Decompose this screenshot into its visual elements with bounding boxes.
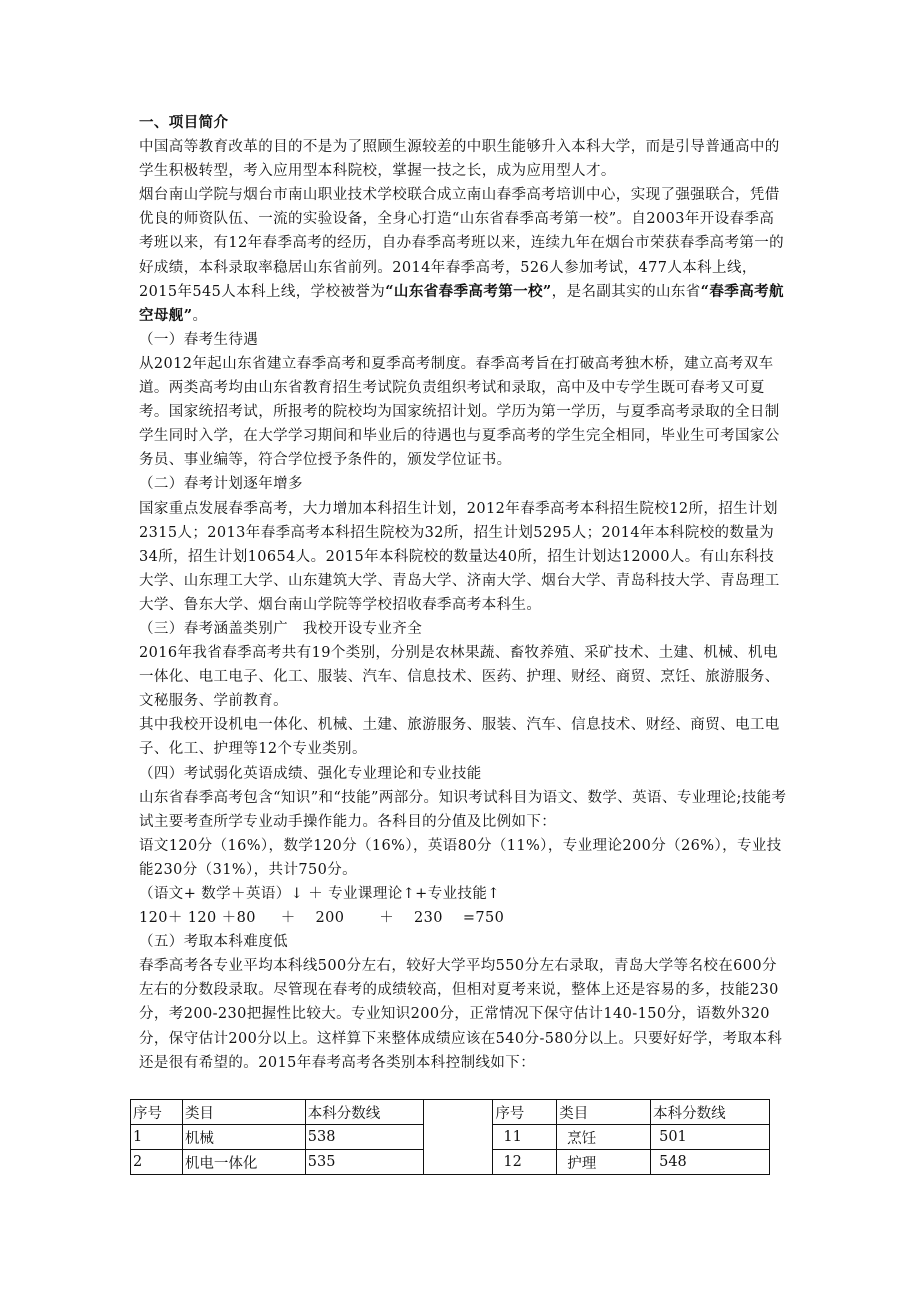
score-formula-values: 120＋ 120 ＋80 ＋ 200 ＋ 230 =750 — [139, 910, 505, 927]
row-score: 535 — [305, 1150, 423, 1175]
subsection-body-3b: 其中我校开设机电一体化、机械、土建、旅游服务、服装、汽车、信息技术、财经、商贸、电工电子、化工、护理等12个专业类别。 — [139, 717, 780, 758]
row-score-right: 501 — [651, 1125, 770, 1150]
subsection-heading-3: （三）春考涵盖类别广 我校开设专业齐全 — [139, 620, 423, 637]
school-paragraph — [139, 183, 789, 328]
subsection-body-5: 春季高考各专业平均本科线500分左右，较好大学平均550分左右录取，青岛大学等名校在600分左右的分数段录取。尽管现在春考的成绩较高，但相对夏考来说，整体上还是容易的多，技能230分，考200-230把握性比较大。专业知识200分，正常情况下保守估计140-150分，语数外320分，保守估计200分以上。这样算下来整体成绩应该在540分-580分以上。只要好好学，考取本科还是很有希望的。2015年春考高考各类别本科控制线如下： — [139, 958, 783, 1071]
row-no-right: 12 — [493, 1150, 557, 1175]
row-category: 机械 — [182, 1125, 305, 1150]
row-category-right: 烹饪 — [557, 1125, 651, 1150]
subsection-body-2: 国家重点发展春季高考，大力增加本科招生计划，2012年春季高考本科招生院校12所，招生计划2315人；2013年春季高考本科招生院校为32所，招生计划5295人；2014年本科院校的数量为34所，招生计划10654人。2015年本科院校的数量达40所，招生计划达12000人。有山东科技大学、山东理工大学、山东建筑大学、青岛大学、济南大学、烟台大学、青岛科技大学、青岛理工大学、鲁东大学、烟台南山学院等学校招收春季高考本科生。 — [139, 500, 780, 613]
score-line-table — [130, 1099, 770, 1175]
row-category: 机电一体化 — [182, 1150, 305, 1175]
subsection-body-1: 从2012年起山东省建立春季高考和夏季高考制度。春季高考旨在打破高考独木桥，建立高考双车道。两类高考均由山东省教育招生考试院负责组织考试和录取，高中及中专学生既可春考又可夏考。国家统招考试，所报考的院校均为国家统招计划。学历为第一学历，与夏季高考录取的全日制学生同时入学，在大学学习期间和毕业后的待遇也与夏季高考的学生完全相同，毕业生可考国家公务员、事业编等，符合学位授予条件的，颁发学位证书。 — [139, 355, 780, 469]
school-text-c: 。 — [192, 307, 208, 324]
header-no: 序号 — [131, 1100, 183, 1125]
row-score-right: 548 — [651, 1150, 770, 1175]
header-score-right: 本科分数线 — [651, 1100, 770, 1125]
row-category-right: 护理 — [557, 1150, 651, 1175]
row-no-right: 11 — [493, 1125, 557, 1150]
score-formula: （语文+ 数学＋英语）↓ ＋ 专业课理论↑+专业技能↑ — [139, 886, 500, 902]
school-honor-1: “山东省春季高考第一校” — [385, 282, 552, 300]
header-category-right: 类目 — [557, 1100, 651, 1125]
school-text-a: 烟台南山学院与烟台市南山职业技术学校联合成立南山春季高考培训中心，实现了强强联合，凭借优良的师资队伍、一流的实验设备，全身心打造“山东省春季高考第一校”。自2003年开设春季高考班以来，有12年春季高考的经历，自办春季高考班以来，连续九年在烟台市荣获春季高考第一的好成绩，本科录取率稳居山东省前列。2014年春季高考，526人参加考试，477人本科上线，2015年545人本科上线，学校被誉为 — [139, 187, 785, 300]
subsection-body-4b: 语文120分（16%），数学120分（16%），英语80分（11%），专业理论200分（26%），专业技能230分（31%），共计750分。 — [139, 837, 782, 878]
row-no: 2 — [131, 1150, 183, 1175]
subsection-body-3a: 2016年我省春季高考共有19个类别，分别是农林果蔬、畜牧养殖、采矿技术、土建、机械、机电一体化、电工电子、化工、服装、汽车、信息技术、医药、护理、财经、商贸、烹饪、旅游服务、文秘服务、学前教育。 — [139, 645, 780, 710]
subsection-heading-4: （四）考试弱化英语成绩、强化专业理论和专业技能 — [139, 765, 482, 782]
header-score: 本科分数线 — [305, 1100, 423, 1125]
table-gap — [423, 1100, 493, 1175]
header-category: 类目 — [182, 1100, 305, 1125]
section-title: 一、项目简介 — [139, 114, 229, 131]
subsection-body-4a: 山东省春季高考包含“知识”和“技能”两部分。知识考试科目为语文、数学、英语、专业理论;技能考试主要考查所学专业动手操作能力。各科目的分值及比例如下： — [139, 789, 787, 830]
row-no: 1 — [131, 1125, 183, 1150]
school-honor-2: “春季高考航空母舰” — [139, 282, 784, 324]
subsection-heading-1: （一）春考生待遇 — [139, 331, 259, 348]
table-header-row — [131, 1100, 770, 1125]
header-no-right: 序号 — [493, 1100, 557, 1125]
school-text-b: ，是名副其实的山东省 — [551, 283, 701, 300]
subsection-heading-2: （二）春考计划逐年增多 — [139, 476, 303, 493]
document-body — [139, 111, 789, 1075]
intro-paragraph: 中国高等教育改革的目的不是为了照顾生源较差的中职生能够升入本科大学，而是引导普通高中的学生积极转型，考入应用型本科院校，掌握一技之长，成为应用型人才。 — [139, 139, 780, 180]
subsection-heading-5: （五）考取本科难度低 — [139, 934, 288, 951]
row-score: 538 — [305, 1125, 423, 1150]
